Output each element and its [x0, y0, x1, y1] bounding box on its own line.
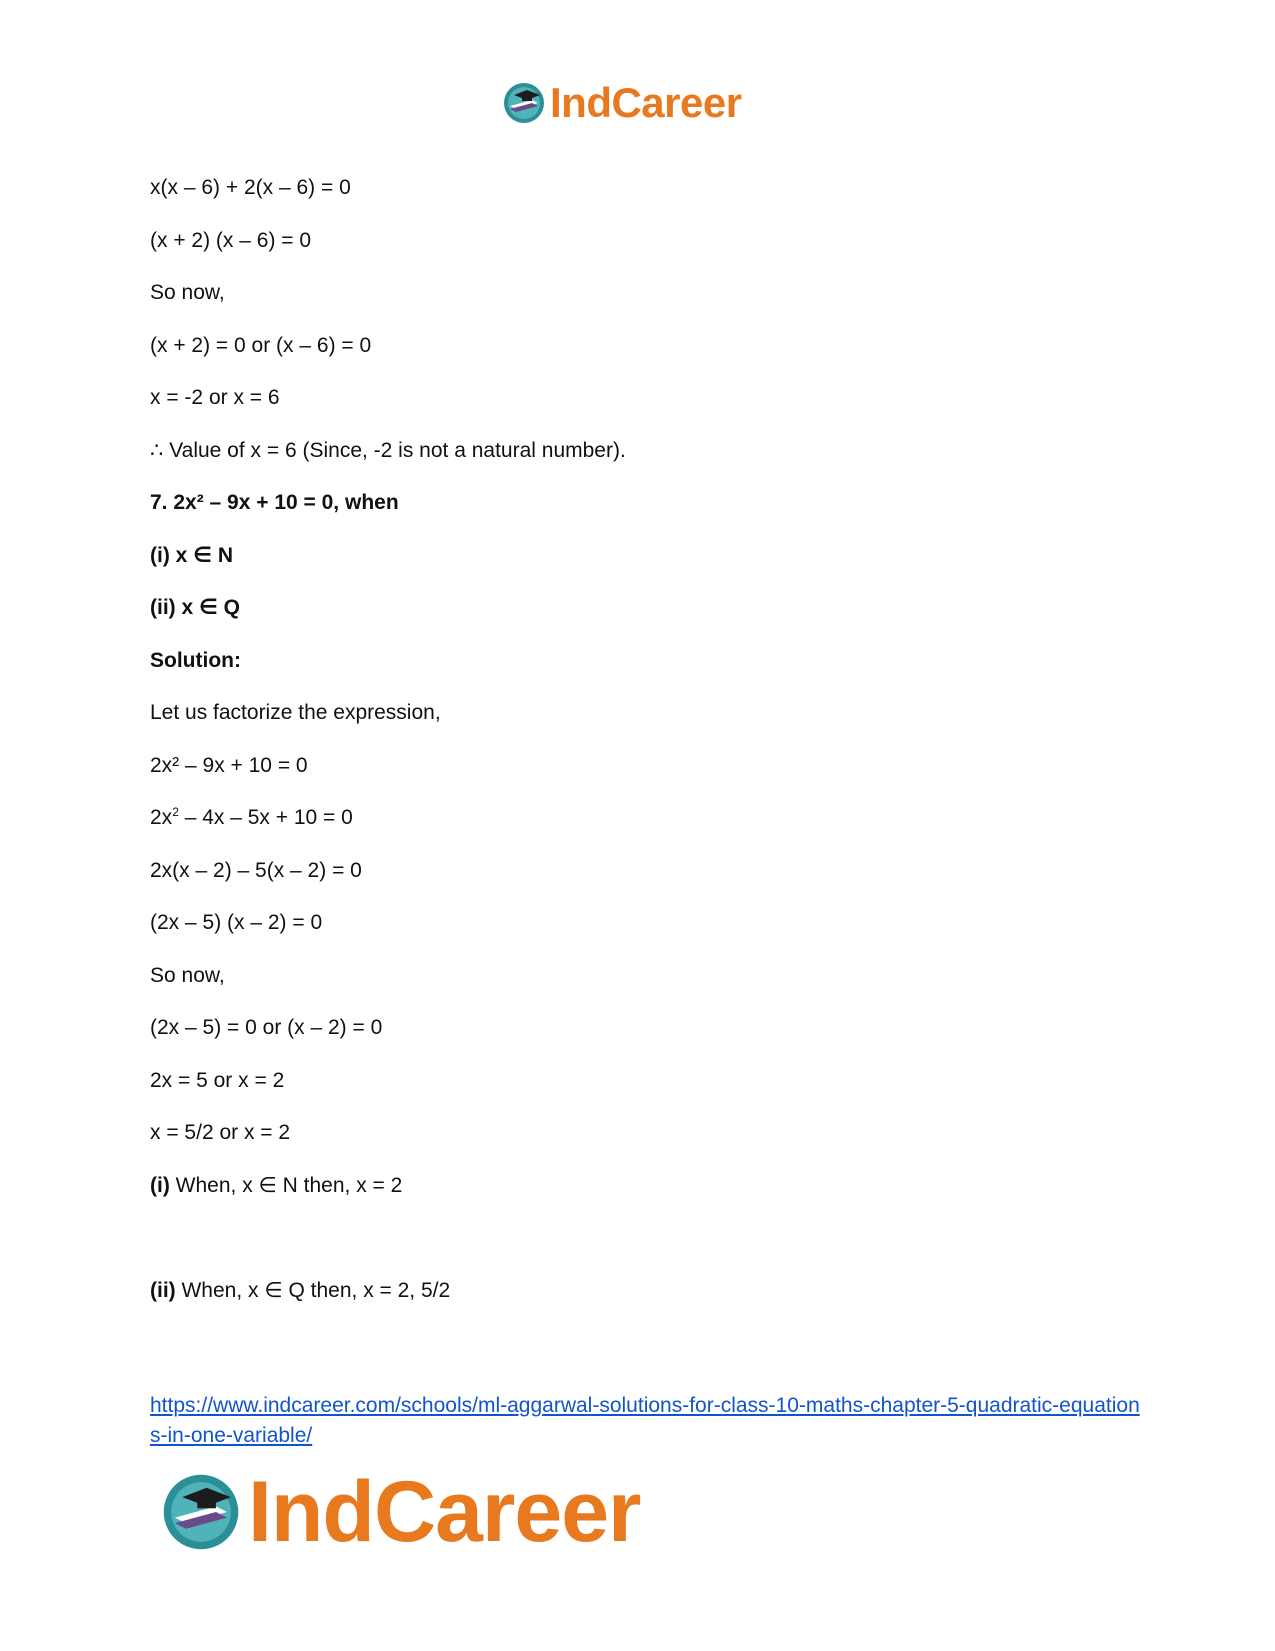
text-line: (2x – 5) = 0 or (x – 2) = 0 — [150, 1016, 383, 1039]
question-part-i: (i) x ∈ N — [150, 544, 233, 567]
text-line: (2x – 5) (x – 2) = 0 — [150, 911, 323, 934]
conclusion-line: ∴ Value of x = 6 (Since, -2 is not a natural number). — [150, 439, 626, 462]
solution-heading: Solution: — [150, 649, 241, 672]
logo-emblem-icon — [502, 81, 546, 125]
answer-label: (ii) — [150, 1279, 176, 1302]
text-line: 2x(x – 2) – 5(x – 2) = 0 — [150, 859, 362, 882]
text-line: (x + 2) = 0 or (x – 6) = 0 — [150, 334, 372, 357]
logo-emblem-icon — [160, 1471, 242, 1553]
header-logo — [502, 80, 742, 126]
logo-text: IndCareer — [248, 1464, 641, 1560]
text-line: So now, — [150, 964, 225, 987]
text-line — [150, 805, 353, 831]
text-line: x = 5/2 or x = 2 — [150, 1121, 291, 1144]
footer-logo — [160, 1464, 641, 1560]
source-link[interactable]: https://www.indcareer.com/schools/ml-aggarwal-solutions-for-class-10-maths-chapter-5-quadratic-equations-in-one-variable/ — [150, 1394, 1140, 1447]
text-line: 2x = 5 or x = 2 — [150, 1069, 285, 1092]
answer-part-ii — [150, 1278, 450, 1304]
expr-rest: – 4x – 5x + 10 = 0 — [178, 806, 353, 829]
question-part-ii: (ii) x ∈ Q — [150, 596, 240, 619]
expr-base: 2x — [150, 806, 173, 829]
answer-text: When, x ∈ N then, x = 2 — [169, 1174, 403, 1197]
text-line: (x + 2) (x – 6) = 0 — [150, 229, 312, 252]
logo-text: IndCareer — [550, 79, 742, 126]
text-line: x(x – 6) + 2(x – 6) = 0 — [150, 176, 351, 199]
text-line: So now, — [150, 281, 225, 304]
text-line: 2x² – 9x + 10 = 0 — [150, 754, 308, 777]
expr-exponent: 2 — [172, 805, 179, 819]
text-line: Let us factorize the expression, — [150, 701, 441, 724]
answer-label: (i) — [150, 1174, 170, 1197]
answer-part-i — [150, 1173, 402, 1199]
text-line: x = -2 or x = 6 — [150, 386, 280, 409]
answer-text: When, x ∈ Q then, x = 2, 5/2 — [175, 1279, 451, 1302]
question-heading: 7. 2x² – 9x + 10 = 0, when — [150, 491, 399, 514]
